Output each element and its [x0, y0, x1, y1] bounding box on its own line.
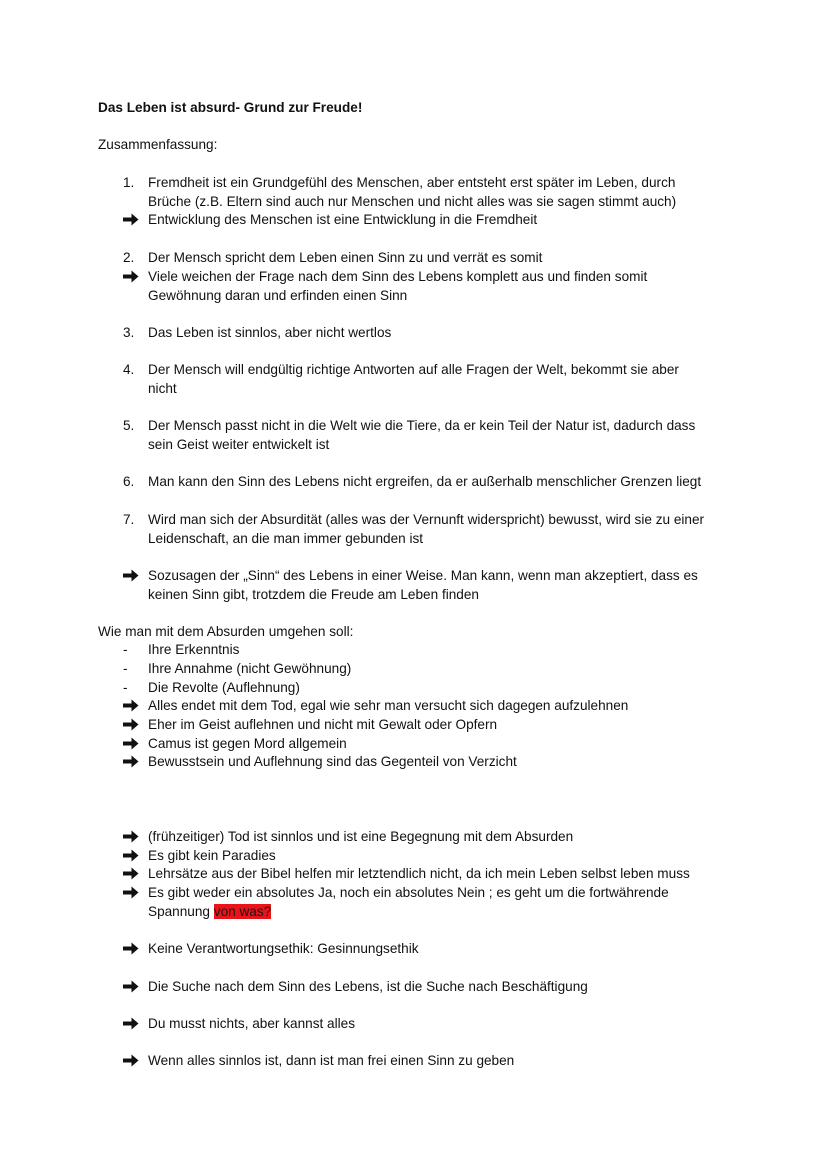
list-number: 3.	[123, 325, 135, 340]
arrow-icon	[123, 734, 145, 750]
arrow-icon	[123, 939, 145, 955]
list-item-text: Leidenschaft, an die man immer gebunden ist	[148, 531, 424, 546]
highlighted-question: von was?	[213, 904, 272, 919]
arrow-icon	[123, 977, 145, 993]
list-number: 6.	[123, 474, 135, 489]
summary-heading: Zusammenfassung:	[98, 137, 218, 152]
dash-item-text: Ihre Annahme (nicht Gewöhnung)	[148, 661, 352, 676]
list-item-text: Fremdheit ist ein Grundgefühl des Menschen, aber entsteht erst später im Leben, durch	[148, 175, 676, 190]
arrow-item-text: Eher im Geist auflehnen und nicht mit Gewalt oder Opfern	[148, 717, 498, 732]
list-item-text: Brüche (z.B. Eltern sind auch nur Menschen und nicht alles was sie sagen stimmt auch)	[148, 194, 677, 209]
list-number: 2.	[123, 250, 135, 265]
arrow-icon	[123, 864, 145, 880]
dash-item-text: Die Revolte (Auflehnung)	[148, 680, 300, 695]
dash-bullet: -	[123, 642, 128, 657]
list-item-text: Man kann den Sinn des Lebens nicht ergreifen, da er außerhalb menschlicher Grenzen liegt	[148, 474, 702, 489]
list-item-text: Der Mensch spricht dem Leben einen Sinn zu und verrät es somit	[148, 250, 543, 265]
arrow-icon	[123, 715, 145, 731]
list-item-text: sein Geist weiter entwickelt ist	[148, 437, 330, 452]
dash-item-text: Ihre Erkenntnis	[148, 642, 240, 657]
list-item-text: Wird man sich der Absurdität (alles was der Vernunft widerspricht) bewusst, wird sie zu einer	[148, 512, 705, 527]
dash-bullet: -	[123, 680, 128, 695]
list-item-text: Der Mensch will endgültig richtige Antworten auf alle Fragen der Welt, bekommt sie aber	[148, 362, 679, 377]
list-number: 4.	[123, 362, 135, 377]
arrow-item-text: (frühzeitiger) Tod ist sinnlos und ist eine Begegnung mit dem Absurden	[148, 829, 574, 844]
list-number: 1.	[123, 175, 135, 190]
dash-bullet: -	[123, 661, 128, 676]
document-title: Das Leben ist absurd- Grund zur Freude!	[98, 100, 363, 115]
spannung-text: Spannung	[148, 904, 210, 919]
arrow-item-text: Keine Verantwortungsethik: Gesinnungsethik	[148, 941, 419, 956]
arrow-item-text: Alles endet mit dem Tod, egal wie sehr man versucht sich dagegen aufzulehnen	[148, 698, 629, 713]
arrow-item-text: Lehrsätze aus der Bibel helfen mir letztendlich nicht, da ich mein Leben selbst leben muss	[148, 866, 690, 881]
arrow-item-text: Sozusagen der „Sinn“ des Lebens in einer Weise. Man kann, wenn man akzeptiert, dass es	[148, 568, 698, 583]
arrow-item-text: Camus ist gegen Mord allgemein	[148, 736, 347, 751]
arrow-icon	[123, 883, 145, 899]
arrow-icon	[123, 267, 145, 283]
arrow-item-text: Wenn alles sinnlos ist, dann ist man frei einen Sinn zu geben	[148, 1053, 515, 1068]
spannung-line	[148, 902, 271, 921]
list-item-text: nicht	[148, 381, 177, 396]
list-item-text: Der Mensch passt nicht in die Welt wie die Tiere, da er kein Teil der Natur ist, dadurch dass	[148, 418, 696, 433]
arrow-item-text: Bewusstsein und Auflehnung sind das Gegenteil von Verzicht	[148, 754, 517, 769]
arrow-item-text: Die Suche nach dem Sinn des Lebens, ist die Suche nach Beschäftigung	[148, 979, 588, 994]
arrow-item-text: Gewöhnung daran und erfinden einen Sinn	[148, 288, 408, 303]
arrow-icon	[123, 827, 145, 843]
arrow-icon	[123, 566, 145, 582]
arrow-item-text: Entwicklung des Menschen ist eine Entwicklung in die Fremdheit	[148, 212, 538, 227]
arrow-icon	[123, 1014, 145, 1030]
arrow-item-text: keinen Sinn gibt, trotzdem die Freude am Leben finden	[148, 587, 479, 602]
arrow-item-text: Du musst nichts, aber kannst alles	[148, 1016, 356, 1031]
arrow-icon	[123, 696, 145, 712]
list-number: 5.	[123, 418, 135, 433]
arrow-item-text: Viele weichen der Frage nach dem Sinn des Lebens komplett aus und finden somit	[148, 269, 648, 284]
arrow-icon	[123, 752, 145, 768]
arrow-item-text: Es gibt kein Paradies	[148, 848, 276, 863]
list-item-text: Das Leben ist sinnlos, aber nicht wertlos	[148, 325, 392, 340]
arrow-icon	[123, 1051, 145, 1067]
arrow-icon	[123, 846, 145, 862]
absurd-heading: Wie man mit dem Absurden umgehen soll:	[98, 624, 354, 639]
arrow-item-text: Es gibt weder ein absolutes Ja, noch ein absolutes Nein ; es geht um die fortwährende	[148, 885, 669, 900]
arrow-icon	[123, 210, 145, 226]
list-number: 7.	[123, 512, 135, 527]
